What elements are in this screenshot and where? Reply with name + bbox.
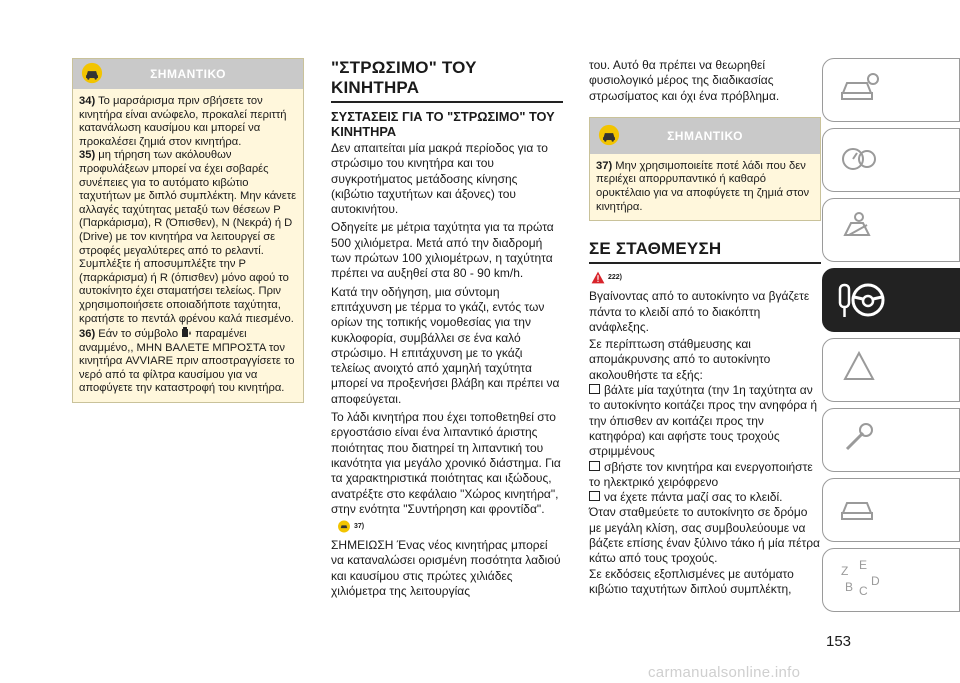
bullet-item: [589, 383, 821, 459]
note-number: 36): [79, 328, 96, 341]
reference-number: 222): [608, 274, 623, 282]
dashboard-icon[interactable]: [822, 128, 960, 192]
warning-body: [590, 154, 820, 220]
paragraph: Το λάδι κινητήρα που έχει τοποθετηθεί στο εργοστάσιο είναι ένα λιπαντικό άριστης ποιότητας που διατηρεί τη λιπαντική του ικανότητα για μεγάλο χρονικό διάστημα. Για τα χαρακτηριστικά ποιότητας και ιξώδους, ανατρέξτε στο κεφάλαιο "Χώρος κινητήρα", στην ενότητα "Συντήρηση και φροντίδα".: [331, 410, 561, 516]
warning-reference: [337, 520, 364, 533]
note-text: μη τήρηση των ακόλουθων προφυλάξεων μπορεί να έχει σοβαρές συνέπειες για το αυτόματο κιβώτιο ταχυτήτων με διπλό συμπλέκτη. Μην κάνετε αλλαγές ταχύτητας μεταξύ των θέσεων P (Παρκάρισμα), R (Όπισθεν), N (Νεκρά) ή D (Drive) με τον κινητήρα να λειτουργεί σε στροφές μεγαλύτερες από το ρελαντί. Συμπλέξτε ή αποσυμπλέξτε την P (παρκάρισμα) ή R (όπισθεν) μόνο αφού το αυτοκίνητο έχει σταματήσει τελείως. Πριν χρησιμοποιήσετε οποιαδήποτε ταχύτητα, κρατήστε το πεντάλ φρένου καλά πιεσμένο.: [79, 149, 297, 325]
tech-data-icon[interactable]: [822, 478, 960, 542]
note-number: 34): [79, 95, 96, 107]
right-column: [589, 58, 821, 597]
key-steering-icon[interactable]: [822, 268, 960, 332]
bullet-item: [589, 490, 821, 505]
warning-title: ΣΗΜΑΝΤΙΚΟ: [150, 67, 226, 81]
warning-title: ΣΗΜΑΝΤΙΚΟ: [667, 128, 743, 143]
svg-text:C: C: [859, 584, 868, 598]
paragraph: Σε εκδόσεις εξοπλισμένες με αυτόματο κιβώτιο ταχυτήτων διπλού συμπλέκτη,: [589, 566, 794, 596]
note-text: Εάν το σύμβολο: [95, 328, 182, 341]
paragraph: Οδηγείτε με μέτρια ταχύτητα για τα πρώτα 500 χιλιόμετρα. Μετά από την διαδρομή των πρώτων 100 χιλιομέτρων, η ταχύτητα πρέπει να αυξηθεί στα 80 - 90 km/h.: [331, 220, 554, 281]
bullet-item: [589, 460, 821, 491]
note-text: Το μαρσάρισμα πριν σβήσετε τον κινητήρα είναι ανώφελο, προκαλεί περιττή κατανάλωση καυσίμου και μπορεί να προκαλέσει ζημιά στον κινητήρα.: [79, 95, 287, 148]
warning-body: [73, 89, 303, 402]
warning-header: [590, 118, 820, 154]
important-warning-box: [72, 58, 304, 403]
key-steering-icon: [837, 275, 887, 325]
car-info-icon[interactable]: [822, 58, 960, 122]
svg-text:E: E: [859, 558, 868, 572]
note-text: Μην χρησιμοποιείτε ποτέ λάδι που δεν περιέχει απορρυπαντικό ή καθαρό ορυκτέλαιο για να αποφύγετε τη ζημιά στον κινητήρα.: [596, 159, 810, 213]
bullet-icon: [589, 491, 600, 501]
note-number: 37): [596, 159, 613, 172]
paragraph: Σε περίπτωση στάθμευσης και απομάκρυνσης από το αυτοκίνητο ακολουθήστε τα εξής:: [589, 337, 771, 382]
note-text: παραμένει αναμμένο,, ΜΗΝ ΒΑΛΕΤΕ ΜΠΡΟΣΤΑ τον κινητήρα AVVIARE πριν αποστραγγίσετε το νερό από τα φίλτρα καυσίμου για να αποφύγετε την καταστροφή του κινητήρα.: [79, 328, 295, 395]
bullet-text: να έχετε πάντα μαζί σας το κλειδί.: [604, 490, 783, 505]
tech-data-icon: [837, 485, 881, 529]
svg-text:Z: Z: [841, 564, 849, 578]
paragraph: Βγαίνοντας από το αυτοκίνητο να βγάζετε πάντα το κλειδί από το διακόπτη ανάφλεξης.: [589, 289, 810, 334]
danger-triangle-icon: [591, 271, 605, 284]
water-in-fuel-icon: [181, 326, 192, 338]
car-info-icon: [837, 65, 881, 109]
important-warning-box: [589, 117, 821, 221]
svg-text:D: D: [871, 574, 880, 588]
warning-item-36: [79, 326, 297, 396]
watermark: carmanualsonline.info: [648, 664, 801, 681]
safety-icon[interactable]: [822, 198, 960, 262]
wrench-icon[interactable]: [822, 408, 960, 472]
car-warning-icon: [337, 520, 351, 533]
safety-icon: [837, 205, 881, 249]
bullet-text: βάλτε μία ταχύτητα (την 1η ταχύτητα αν το αυτοκίνητο κοιτάζει προς την ανηφόρα ή την όπισθεν αν κοιτάζει προς την κατηφόρα) και αφήστε τους τροχούς στριμμένους: [589, 383, 818, 459]
middle-column: [331, 58, 563, 599]
bullet-icon: [589, 461, 600, 471]
dashboard-icon: [837, 135, 881, 179]
warning-light-icon[interactable]: [822, 338, 960, 402]
index-letters-icon[interactable]: [822, 548, 960, 612]
warning-light-icon: [837, 345, 881, 389]
reference-number: 37): [354, 523, 365, 531]
warning-item-35: [79, 149, 297, 326]
paragraph: Δεν απαιτείται μία μακρά περίοδος για το στρώσιμο του κινητήρα και του συγκροτήματος μετάδοσης κίνησης (κιβώτιο ταχυτήτων και άξονες) του αυτοκινήτου.: [331, 141, 548, 217]
page-number: 153: [826, 633, 852, 650]
section-heading-break-in: "ΣΤΡΩΣΙΜΟ" ΤΟΥ ΚΙΝΗΤΗΡΑ: [331, 58, 563, 103]
paragraph: του. Αυτό θα πρέπει να θεωρηθεί φυσιολογικό μέρος της διαδικασίας στρωσίματος και όχι ένα πρόβλημα.: [589, 58, 780, 103]
bullet-icon: [589, 384, 600, 394]
note-paragraph: ΣΗΜΕΙΩΣΗ Ένας νέος κινητήρας μπορεί να καταναλώσει ορισμένη ποσότητα λαδιού και καυσίμου στις πρώτες χιλιάδες χιλιόμετρα της λειτουργίας: [331, 538, 561, 599]
note-number: 35): [79, 149, 96, 162]
bullet-text: σβήστε τον κινητήρα και ενεργοποιήστε το ηλεκτρικό χειρόφρενο: [589, 459, 813, 489]
paragraph: Όταν σταθμεύετε το αυτοκίνητο σε δρόμο με μεγάλη κλίση, σας συμβουλεύουμε να βάζετε επίσης έναν ξύλινο τάκο ή μία πέτρα κάτω από τους τροχούς.: [589, 505, 820, 566]
section-heading-parking: ΣΕ ΣΤΑΘΜΕΥΣΗ: [589, 239, 821, 264]
left-column: [72, 58, 304, 403]
wrench-icon: [837, 415, 881, 459]
index-letters-icon: [837, 555, 885, 603]
warning-item-34: [79, 95, 297, 149]
warning-reference: [591, 271, 622, 284]
warning-header: [73, 59, 303, 89]
subheading-break-in-tips: ΣΥΣΤΑΣΕΙΣ ΓΙΑ ΤΟ "ΣΤΡΩΣΙΜΟ" ΤΟΥ ΚΙΝΗΤΗΡΑ: [331, 109, 555, 139]
svg-text:B: B: [845, 580, 854, 594]
warning-item-37: [596, 160, 814, 214]
paragraph: Κατά την οδήγηση, μια σύντομη επιτάχυνση με τέρμα το γκάζι, εντός των ορίων της τοπικής νομοθεσίας για την κυκλοφορία, συμβάλλει σε ένα καλό στρώσιμο. Η επιτάχυνση με το γκάζι τελείως ανοιχτό από χαμηλή ταχύτητα μπορεί να προξενήσει βλάβη και πρέπει να αποφεύγεται.: [331, 284, 560, 406]
